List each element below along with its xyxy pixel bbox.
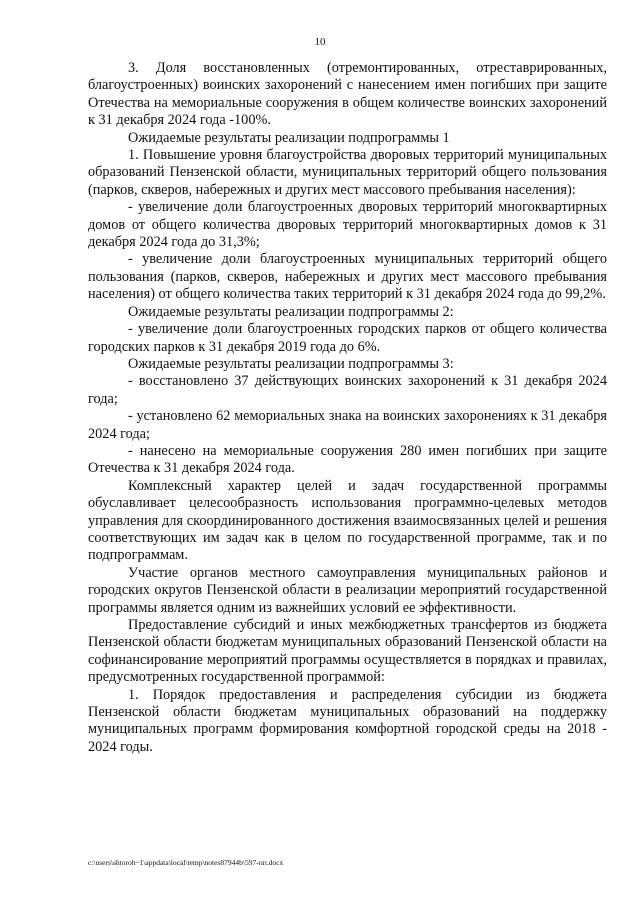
page-number: 10 — [314, 36, 326, 48]
paragraph: - увеличение доли благоустроенных городских парков от общего количества городских парков к 31 декабря 2019 года до 6%. — [88, 321, 607, 355]
footer-file-path: c:\users\shtoroh~1\appdata\local\temp\notes87944b\597-пп.docx — [88, 858, 284, 867]
paragraph: 1. Повышение уровня благоустройства дворовых территорий муниципальных образований Пензенской области, муниципальных территорий общего пользования (парков, скверов, набережных и других мест массового пребывания населения): — [88, 147, 607, 198]
paragraph: Участие органов местного самоуправления муниципальных районов и городских округов Пензенской области в реализации мероприятий государственной программы является одним из важнейших условий ее эффективности. — [88, 564, 607, 616]
paragraph: 3. Доля восстановленных (отремонтированных, отреставрированных, благоустроенных) воинских захоронений с нанесением имен погибших при защите Отечества на мемориальные сооружения в общем количестве воинских захоронений к 31 декабря 2024 года -100%. — [88, 60, 607, 129]
paragraph: - увеличение доли благоустроенных муниципальных территорий общего пользования (парков, скверов, набережных и других мест массового пребывания населения) от общего количества таких территорий к 31 декабря 2024 года до 99,2%. — [88, 251, 607, 303]
paragraph: Ожидаемые результаты реализации подпрограммы 2: — [128, 303, 454, 320]
paragraph: Ожидаемые результаты реализации подпрограммы 1 — [128, 129, 450, 146]
paragraph: Предоставление субсидий и иных межбюджетных трансфертов из бюджета Пензенской области бюджетам муниципальных образований Пензенской области на софинансирование мероприятий программы осуществляется в порядках и правилах, предусмотренных государственной программой: — [88, 617, 607, 686]
paragraph: - увеличение доли благоустроенных дворовых территорий многоквартирных домов от общего количества дворовых территорий многоквартирных домов к 31 декабря 2024 года до 31,3%; — [88, 199, 607, 251]
paragraph: - нанесено на мемориальные сооружения 280 имен погибших при защите Отечества к 31 декабря 2024 года. — [88, 442, 607, 477]
document-body — [88, 60, 607, 756]
paragraph: Комплексный характер целей и задач государственной программы обуславливает целесообразность использования программно-целевых методов управления для скоординированного достижения взаимосвязанных целей и решения соответствующих им задач как в целом по государственной программе, так и по подпрограммам. — [88, 477, 607, 564]
paragraph: 1. Порядок предоставления и распределения субсидии из бюджета Пензенской области бюджетам муниципальных образований на поддержку муниципальных программ формирования комфортной городской среды на 2018 - 2024 годы. — [88, 686, 607, 755]
paragraph: - установлено 62 мемориальных знака на воинских захоронениях к 31 декабря 2024 года; — [88, 408, 607, 442]
paragraph: Ожидаемые результаты реализации подпрограммы 3: — [128, 355, 454, 372]
paragraph: - восстановлено 37 действующих воинских захоронений к 31 декабря 2024 года; — [88, 373, 607, 407]
